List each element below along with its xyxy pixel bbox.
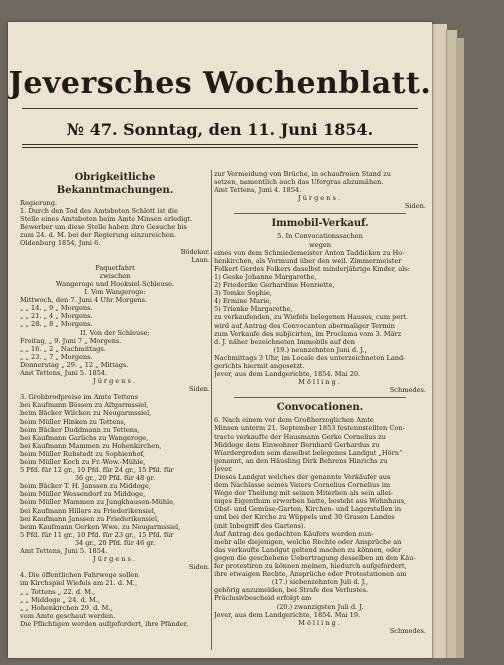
text-line: bei Kaufmann Garlichs zu Wangeroge,	[20, 433, 149, 442]
newspaper-page	[8, 22, 432, 658]
text-line: beim Bäcker Wilcken zu Neugarmssiel,	[20, 409, 152, 418]
text-line: beim Müller Ruhstedt zu Sophienhof,	[20, 449, 145, 458]
text-line: I. Von Wangeroge:	[84, 288, 146, 297]
text-line: Bödeker.	[180, 247, 210, 256]
text-line: Bewerber um diese Stelle haben ihre Gesuche bis	[20, 223, 187, 232]
right-column-text	[214, 416, 426, 635]
text-line: beim Bäcker T. H. Janssen zu Middoge,	[20, 482, 151, 491]
text-line: 6. Nach einem vor dem Großherzoglichen Amte	[214, 416, 374, 425]
text-line: Mölling.	[298, 378, 342, 387]
text-line: Jürgens.	[93, 555, 137, 564]
masthead: Jeversches Wochenblatt.	[8, 66, 432, 101]
text-line: dem Nachlasse seines Vaters Cornelius Cornelius im	[214, 481, 391, 490]
section-heading: Immobil-Verkauf.	[271, 218, 369, 230]
text-line: Schmedes.	[389, 386, 426, 395]
text-line: 1. Durch den Tod des Amtsboten Schlott ist die	[20, 207, 178, 216]
issue-rule	[22, 144, 418, 145]
text-line: (17.) siebenzehnten Juli d. J.,	[271, 578, 369, 587]
text-line: gehörig anzumelden, bei Strafe des Verlustes.	[214, 586, 369, 595]
text-line: Jever.	[214, 464, 233, 473]
text-line: Jürgens.	[93, 377, 137, 386]
issue-rule	[22, 147, 418, 148]
text-line: Siden.	[188, 563, 210, 572]
page-edge	[432, 24, 447, 658]
text-line: und bei der Kirche zu Wüppels und 30 Grasen Landes	[214, 513, 395, 522]
text-line: 3. Grobbrodpreise im Amte Tettens	[20, 393, 139, 402]
text-line: „ „ 14. „ 9 „ Morgens.	[20, 304, 93, 313]
text-line: fer protestiren zu können meinen, hiedurch aufgefordert,	[214, 562, 407, 571]
right-column-text	[214, 170, 426, 210]
text-line: d. J. näher bezeichneten Immobils auf den	[214, 337, 355, 346]
left-column	[20, 170, 210, 628]
text-line: „ „ 16. „ 2 „ Nachmittags.	[20, 344, 106, 353]
text-line: zwischen	[99, 271, 131, 280]
text-line: Wangeroge und Hooksiel-Schleuse.	[55, 279, 175, 288]
text-line: 4. Die öffentlichen Fahrwege sollen	[20, 571, 139, 580]
text-line: „ „ 21. „ 4 „ Morgens.	[20, 312, 93, 321]
text-line: ihre etwaigen Rechte, Ansprüche oder Protestationen am	[214, 570, 407, 579]
text-line: Amt Tettens, Juni 4. 1854.	[214, 186, 302, 195]
page-edge	[456, 38, 464, 658]
text-line: wird auf Antrag des Convocanten abermaliger Termin	[214, 321, 395, 330]
text-line: Obst- und Gemüse-Garten, Kirchen- und Lagerstellen in	[214, 505, 402, 514]
text-line: II. Von der Schleuse:	[80, 328, 150, 337]
text-line: Auf Antrag des gedachten Käufers werden nun-	[214, 529, 374, 538]
text-line: Jever, aus dem Landgerichte, 1854. Mai 20.	[214, 370, 361, 379]
text-line: bei Kaufmann Bössen zu Altgarmssiel,	[20, 401, 149, 410]
right-column	[214, 170, 426, 635]
text-line: Schmedes.	[389, 626, 426, 635]
text-line: 5) Trienke Margarethe,	[214, 305, 293, 314]
text-line: niges Eigenthum erworben hatte, besteht aus Wohnhaus,	[214, 497, 407, 506]
text-line: zu verkaufenden, zu Wiefels belegenen Hauses, cum pert.	[214, 313, 409, 322]
text-line: tracte verkaufte der Hausmann Gerke Cornelius zu	[214, 432, 386, 441]
text-line: gegen die geschehene Uebertragung desselben an den Käu-	[214, 553, 416, 562]
text-line: (mit Inbegriff des Gartens).	[214, 521, 306, 530]
text-line: beim Kaufmann Gerken Wwe. zu Neugarmssiel,	[20, 522, 181, 531]
text-line: bei Kaufmann Janssen zu Friederikensiel,	[20, 514, 160, 523]
text-line: 3) Tomke Sophie,	[214, 289, 273, 298]
text-line: henkirchen, als Vormund über den weil. Zimmermeister	[214, 256, 402, 265]
text-line: beim Müller Mammen zu Jungkhausen-Mühle,	[20, 498, 176, 507]
text-line: beim Bäcker Duddmann zu Tettens,	[20, 425, 140, 434]
text-line: „ „ Tettens „ 22. d. M.,	[20, 587, 96, 596]
text-line: Präclusivbescheid erfolgt am	[214, 594, 312, 603]
text-line: genannt, an den Häusling Dirk Behrens Hinrichs zu	[214, 456, 388, 465]
text-line: (19.) neunzehnten Juni d. J.,	[273, 345, 367, 354]
text-line: 1) Geske Johanne Margarethe,	[214, 272, 317, 281]
text-line: Nachmittags 3 Uhr, im Locale des unterzeichneten Land-	[214, 353, 406, 362]
text-line: „ „ Hohenkirchen 29. d. M.,	[20, 603, 113, 612]
text-line: im Kirchspiel Wiefels am 21. d. M.,	[20, 579, 138, 588]
section-divider	[234, 397, 406, 398]
text-line: setzen, namentlich auch das Ufergras abzumähen.	[214, 178, 384, 187]
text-line: Folkert Gerdes Folkers daselbst minderjährige Kinder, als:	[214, 264, 410, 273]
text-line: Laun.	[191, 255, 210, 264]
text-line: Mittwoch, den 7. Juni 4 Uhr Morgens.	[20, 296, 148, 305]
text-line: zum Verkaufe des subjicirten, im Proclama vom 3. März	[214, 329, 402, 338]
section-heading: Convocationen.	[276, 402, 364, 414]
text-line: Oldenburg 1854, Juni 6.	[20, 239, 101, 248]
text-line: zur Vermeidung von Brüche, in schaufreien Stand zu	[214, 170, 391, 178]
text-line: bei Kaufmann Mammen zu Hohenkirchen,	[20, 441, 162, 450]
text-line: Regierung.	[20, 199, 58, 207]
column-divider	[211, 170, 212, 650]
text-line: Wiardergroden sein daselbst belegenes Landgut „Hörn“	[214, 448, 403, 457]
text-line: Siden.	[188, 385, 210, 394]
text-line: Paquetfahrt	[95, 263, 135, 272]
text-line: Stelle eines Amtsboten beim Amte Minsen erledigt.	[20, 215, 193, 224]
text-line: bei Kaufmann Hillers zu Friederikensiel,	[20, 506, 156, 515]
section-divider	[234, 213, 406, 214]
text-line: wegen	[309, 240, 331, 249]
text-line: Mölling.	[298, 618, 342, 627]
masthead-rule	[22, 108, 418, 109]
text-line: Amt Tettens, Juni 5. 1854.	[20, 368, 108, 377]
right-column-text	[214, 232, 426, 394]
text-line: Donnerstag „ 29. „ 12 „ Mittags.	[20, 360, 129, 369]
text-line: 2) Friederike Gerhardine Henriette,	[214, 281, 335, 290]
text-line: beim Müller Wessendorf zu Middoge,	[20, 490, 146, 499]
text-line: Dieses Landgut welches der genannte Verkäufer aus	[214, 473, 391, 481]
issue-line: № 47. Sonntag, den 11. Juni 1854.	[66, 120, 374, 139]
text-line: „ „ Middoge „ 24. d. M.,	[20, 595, 100, 604]
text-line: mehr alle diejenigen, welche Rechte oder Ansprüche an	[214, 537, 402, 546]
text-line: „ „ 28. „ 8 „ Morgens.	[20, 320, 93, 329]
text-line: 4) Ermine Marie,	[214, 297, 272, 306]
text-line: gerichts hiermit angesetzt.	[214, 361, 305, 370]
text-line: Freitag, „ 9. Juni 7 „ Morgens.	[20, 336, 122, 345]
left-column-text	[20, 199, 210, 628]
text-line: „ „ 23. „ 7 „ Morgens.	[20, 352, 93, 361]
text-line: Jürgens.	[298, 194, 342, 203]
text-line: Wege der Theilung mit seinen Miterben als sein allei-	[214, 489, 393, 498]
text-line: Middoge dem Einwohner Bernhard Gerhardus zu	[214, 440, 380, 449]
text-line: 34 gr., 20 Pfd. für 46 gr.	[74, 538, 156, 547]
text-line: Siden.	[404, 202, 426, 211]
text-line: 5. In Convocationssachen	[277, 232, 363, 241]
text-line: Minsen unterm 21. September 1853 festennstellten Con-	[214, 424, 405, 433]
text-line: beim Müller Hinken zu Tettens,	[20, 417, 126, 426]
text-line: Jever, aus dem Landgerichte, 1854. Mai 19.	[214, 610, 361, 619]
text-line: Die Pflichtigen werden aufgefordert, ihre Pfänder,	[20, 619, 189, 628]
text-line: vom Amte geschaut werden.	[20, 611, 116, 620]
text-line: eines von dem Schmiedemeister Anton Taddicken zu Ho-	[214, 248, 405, 257]
text-line: 5 Pfd. für 11 gr., 10 Pfd. für 23 gr., 15 Pfd. für	[20, 530, 174, 539]
text-line: das verkaufte Landgut geltend machen zu können, oder	[214, 545, 402, 554]
text-line: 36 gr., 20 Pfd. für 48 gr.	[74, 474, 156, 483]
text-line: (20.) zwanzigsten Juli d. J.	[276, 602, 364, 611]
section-heading: Obrigkeitliche Bekanntmachungen.	[56, 172, 174, 196]
text-line: 5 Pfd. für 12 gr., 10 Pfd. für 24 gr., 15 Pfd. für	[20, 466, 174, 475]
text-line: zum 24. d. M. bei der Regierung einzureichen.	[20, 231, 177, 240]
text-line: Amt Tettens, Juni 5. 1854.	[20, 547, 108, 556]
text-line: beim Müller Koch zu Fr.-Wow.-Mühle,	[20, 458, 146, 466]
